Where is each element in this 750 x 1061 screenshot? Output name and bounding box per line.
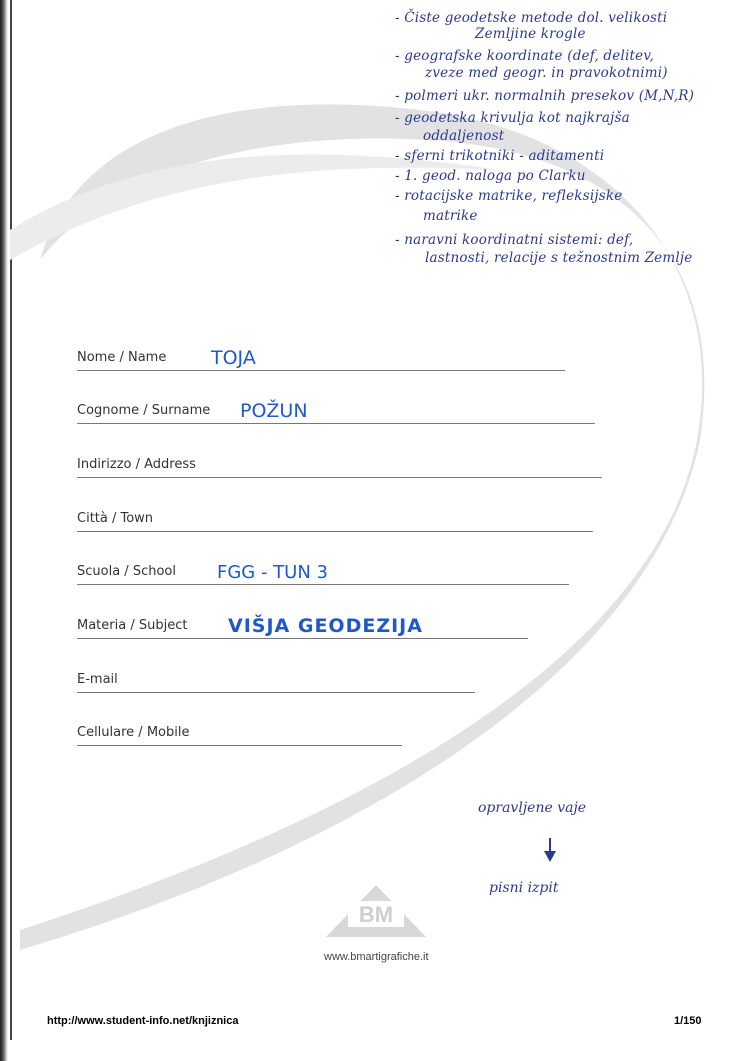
note-line: zveze med geogr. in pravokotnimi) xyxy=(425,65,668,81)
note-line: - 1. geod. naloga po Clarku xyxy=(395,168,586,184)
name-underline xyxy=(77,370,565,371)
name-value: TOJA xyxy=(211,347,256,369)
school-underline xyxy=(77,584,569,585)
mobile-field[interactable] xyxy=(77,724,404,746)
logo-url: www.bmartigrafiche.it xyxy=(324,951,429,963)
email-label: E-mail xyxy=(77,672,118,687)
school-label: Scuola / School xyxy=(77,564,176,579)
note-line: - Čiste geodetske metode dol. velikosti xyxy=(395,10,668,26)
address-field[interactable] xyxy=(77,456,604,478)
name-field[interactable] xyxy=(77,349,567,371)
subject-label: Materia / Subject xyxy=(77,618,188,633)
subject-value: VIŠJA GEODEZIJA xyxy=(228,615,423,637)
handwriting-done-exercises: opravljene vaje xyxy=(478,800,587,816)
note-line: - naravni koordinatni sistemi: def, xyxy=(395,232,634,248)
note-line: - geografske koordinate (def, delitev, xyxy=(395,48,655,64)
note-line: oddaljenost xyxy=(423,128,505,144)
note-line: lastnosti, relacije s težnostnim Zemlje xyxy=(425,250,693,266)
footer-page-number: 1/150 xyxy=(674,1015,702,1027)
subject-field[interactable] xyxy=(77,617,530,639)
note-line: matrike xyxy=(423,208,478,224)
surname-underline xyxy=(77,423,595,424)
handwriting-written-exam: pisni izpit xyxy=(489,880,559,896)
town-field[interactable] xyxy=(77,510,595,532)
town-label: Città / Town xyxy=(77,511,154,526)
note-line: - geodetska krivulja kot najkrajša xyxy=(395,110,630,126)
note-line: - rotacijske matrike, refleksijske xyxy=(395,188,623,204)
mobile-label: Cellulare / Mobile xyxy=(77,725,190,740)
address-label: Indirizzo / Address xyxy=(77,457,196,472)
address-underline xyxy=(77,477,602,478)
school-field[interactable] xyxy=(77,563,571,585)
subject-underline xyxy=(77,638,528,639)
town-underline xyxy=(77,531,593,532)
down-arrow-icon xyxy=(542,838,558,864)
email-underline xyxy=(77,692,475,693)
note-line: - polmeri ukr. normalnih presekov (M,N,R) xyxy=(395,88,695,104)
surname-label: Cognome / Surname xyxy=(77,403,211,418)
note-line: - sferni trikotniki - aditamenti xyxy=(395,148,605,164)
bm-logo xyxy=(326,885,426,937)
school-value: FGG - TUN 3 xyxy=(217,562,328,583)
mobile-underline xyxy=(77,745,402,746)
note-line: Zemljine krogle xyxy=(475,26,586,42)
surname-value: POŽUN xyxy=(240,400,308,422)
surname-field[interactable] xyxy=(77,402,597,424)
name-label: Nome / Name xyxy=(77,350,167,365)
logo-text: BM xyxy=(358,902,394,927)
footer-source-link[interactable]: http://www.student-info.net/knjiznica xyxy=(47,1015,239,1027)
email-field[interactable] xyxy=(77,671,477,693)
